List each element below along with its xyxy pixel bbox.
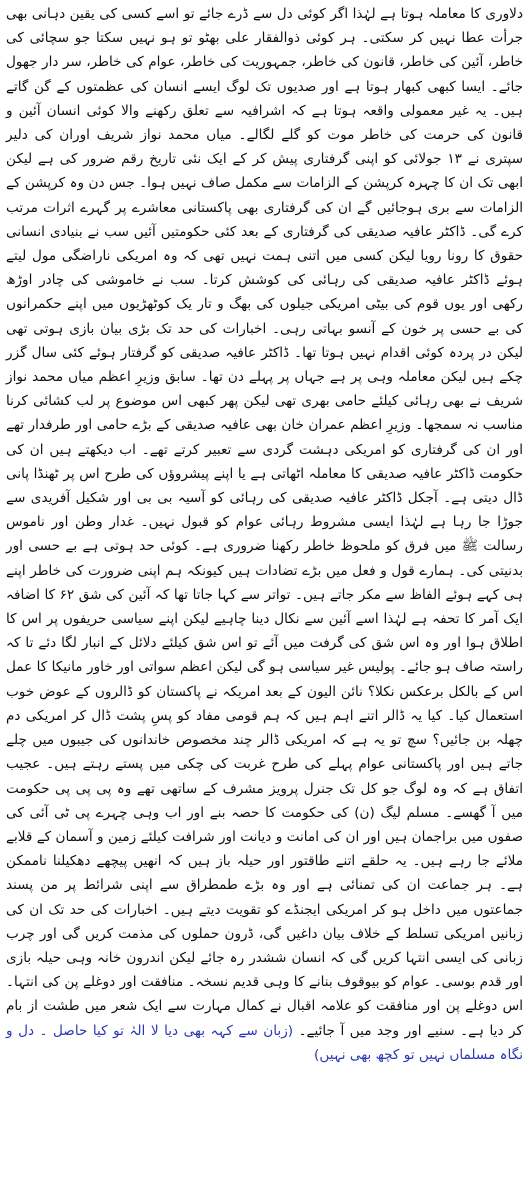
article-column [6,2,523,1067]
closing-verse: (زبان سے کہہ بھی دیا لا الہٰ تو کیا حاصل ۔ دل و نگاہ مسلماں نہیں تو کچھ بھی نہیں) [6,1022,523,1063]
article-paragraph [6,2,523,1067]
article-body-text: دلاوری کا معاملہ ہوتا ہے لہٰذا اگر کوئی دل سے ڈرے جائے تو اسے کسی کی یقین دہانی بھی جرأت عطا نہیں کر سکتی۔ ہر کوئی ذوالفقار علی بھٹو تو ہو نہیں سکتا جو سچائی کی خاطر، آئین کی خاطر، قانون کی خاطر، جمہوریت کی خاطر، عوام کی خاطر، سر دار جھول جائے۔ ایسا کبھی کبھار ہوتا ہے اور صدیوں تک لوگ ایسے انسان کی عظمتوں کے گن گاتے ہیں۔ یہ غیر معمولی واقعہ ہوتا ہے کہ اشرافیہ سے تعلق رکھنے والا کوئی انسان آئین و قانون کی حرمت کی خاطر موت کو گلے لگالے۔ میاں محمد نواز شریف اوران کی دلیر سپتری نے ۱۳ جولائی کو اپنی گرفتاری پیش کر کے ایک نئی تاریخ رقم ضرور کی ہے لیکن ابھی تک ان کا چہرہ کرپشن کے الزامات سے مکمل صاف نہیں ہوا۔ جس دن وہ کرپشن کے الزامات سے بری ہوجائیں گے ان کی گرفتاری بھی پاکستانی معاشرے پر گہرے اثرات مرتب کرے گی۔ ڈاکٹر عافیہ صدیقی کی گرفتاری کے بعد کئی حکومتیں آئیں سب نے بنیادی انسانی حقوق کا رونا رویا لیکن کسی میں اتنی ہمت نہیں تھی کہ وہ امریکی ناراضگی مول لیتے ہوئے ڈاکٹر عافیہ صدیقی کی رہائی کی کوشش کرتا۔ سب نے خاموشی کی چادر اوڑھ رکھی اور یوں قوم کی بیٹی امریکی جیلوں کی بھگ و تار یک کوٹھڑیوں میں اپنے حکمرانوں کی بے حسی پر خون کے آنسو بہاتی رہی۔ اخبارات کی حد تک بڑی بیان بازی ہوتی تھی لیکن در پردہ کوئی اقدام نہیں ہوتا تھا۔ ڈاکٹر عافیہ صدیقی کو گرفتار ہوئے کئی سال گزر چکے ہیں لیکن معاملہ وہی پر ہے جہاں پر پہلے دن تھا۔ سابق وزیرِ اعظم میاں محمد نواز شریف نے بھی رہائی کیلئے حامی بھری تھی لیکن پھر کبھی اس موضوع پر لب کشائی کرنا مناسب نہ سمجھا۔ وزیرِ اعظم عمران خان بھی عافیہ صدیقی کے بڑے حامی اور طرفدار تھے اور ان کی گرفتاری کو امریکی دہشت گردی سے تعبیر کرتے تھے۔ اب دیکھتے ہیں ان کی حکومت ڈاکٹر عافیہ صدیقی کا معاملہ اٹھاتی ہے یا اپنے پیشروؤں کی طرح اس پر ٹھنڈا پانی ڈال دیتی ہے۔ آجکل ڈاکٹر عافیہ صدیقی کی رہائی کو آسیہ بی بی اور شکیل آفریدی سے جوڑا جا رہا ہے لہٰذا ایسی مشروط رہائی عوام کو قبول نہیں۔ غدار وطن اور ناموس رسالت ﷺ میں فرق کو ملحوظ خاطر رکھنا ضروری ہے۔ کوئی حد ہوتی ہے بے حسی اور بدنیتی کی۔ ہمارے قول و فعل میں بڑے تضادات ہیں کیونکہ ہم اپنی ضرورت کی خاطر اپنے ہی کہے ہوئے الفاظ سے مکر جاتے ہیں۔ تواتر سے کہا جاتا تھا کہ آئین کی شق ۶۲ کا اضافہ ایک آمر کا تحفہ ہے لہٰذا اسے آئین سے نکال دینا چاہیے لیکن اپنے سیاسی حریفوں پر اس کا اطلاق ہوا اور وہ اس شق کی گرفت میں آئے تو اس شق کیلئے دلائل کے انبار لگا دئے تا کہ راستہ صاف ہو جائے۔ پولیس غیر سیاسی ہو گی لیکن اعظم سواتی اور خاور مانیکا کا عمل اس کے بالکل برعکس نکلا؟ نائن الیون کے بعد امریکہ نے پاکستان کو ڈالروں کے عوض خوب استعمال کیا۔ کیا یہ ڈالر اتنے اہم ہیں کہ ہم قومی مفاد کو پسِ پشت ڈال کر امریکی دم چھلہ بن جائیں؟ سچ تو یہ ہے کہ امریکی ڈالر چند مخصوص خاندانوں کی جیبوں میں چلے جاتے ہیں اور پاکستانی عوام پہلے کی طرح غربت کی چکی میں پستے رہتے ہیں۔ عجیب اتفاق ہے کہ وہ لوگ جو کل تک جنرل پرویز مشرف کے ساتھی تھے وہ پی پی پی حکومت میں آ گھسے۔ مسلم لیگ (ن) کی حکومت کا حصہ بنے اور اب وہی چہرے پی ٹی آئی کی صفوں میں براجمان ہیں اور ان کی امانت و دیانت اور شرافت کیلئے زمین و آسمان کے قلابے ملائے جا رہے ہیں۔ یہ حلقے اتنے طاقتور اور حیلہ باز ہیں کہ انھیں پیچھے دھکیلنا ناممکن ہے۔ ہر جماعت ان کی تمنائی ہے اور وہ بڑے طمطراق سے اپنی شرائط پر من پسند جماعتوں میں داخل ہو کر امریکی ایجنڈے کو تقویت دیتے ہیں۔ اخبارات کی حد تک ان کی زبانیں امریکی تسلط کے خلاف بیان داغیں گی، ڈرون حملوں کی مذمت کریں گی اور چرب زبانی کی ایسی انتہا کریں گی کہ انسان ششدر رہ جائے لیکن اندرون خانہ وہی حیلہ بازی اور قدم بوسی۔ عوام کو بیوقوف بنانے کا وہی قدیم نسخہ۔ منافقت اور دوغلے پن کی انتہا۔ اس دوغلے پن اور منافقت کو علامہ اقبال نے کمال مہارت سے ایک شعر میں طشت از بام کر دیا ہے۔ سنیے اور وجد میں آ جائیے۔ [6,6,523,1039]
